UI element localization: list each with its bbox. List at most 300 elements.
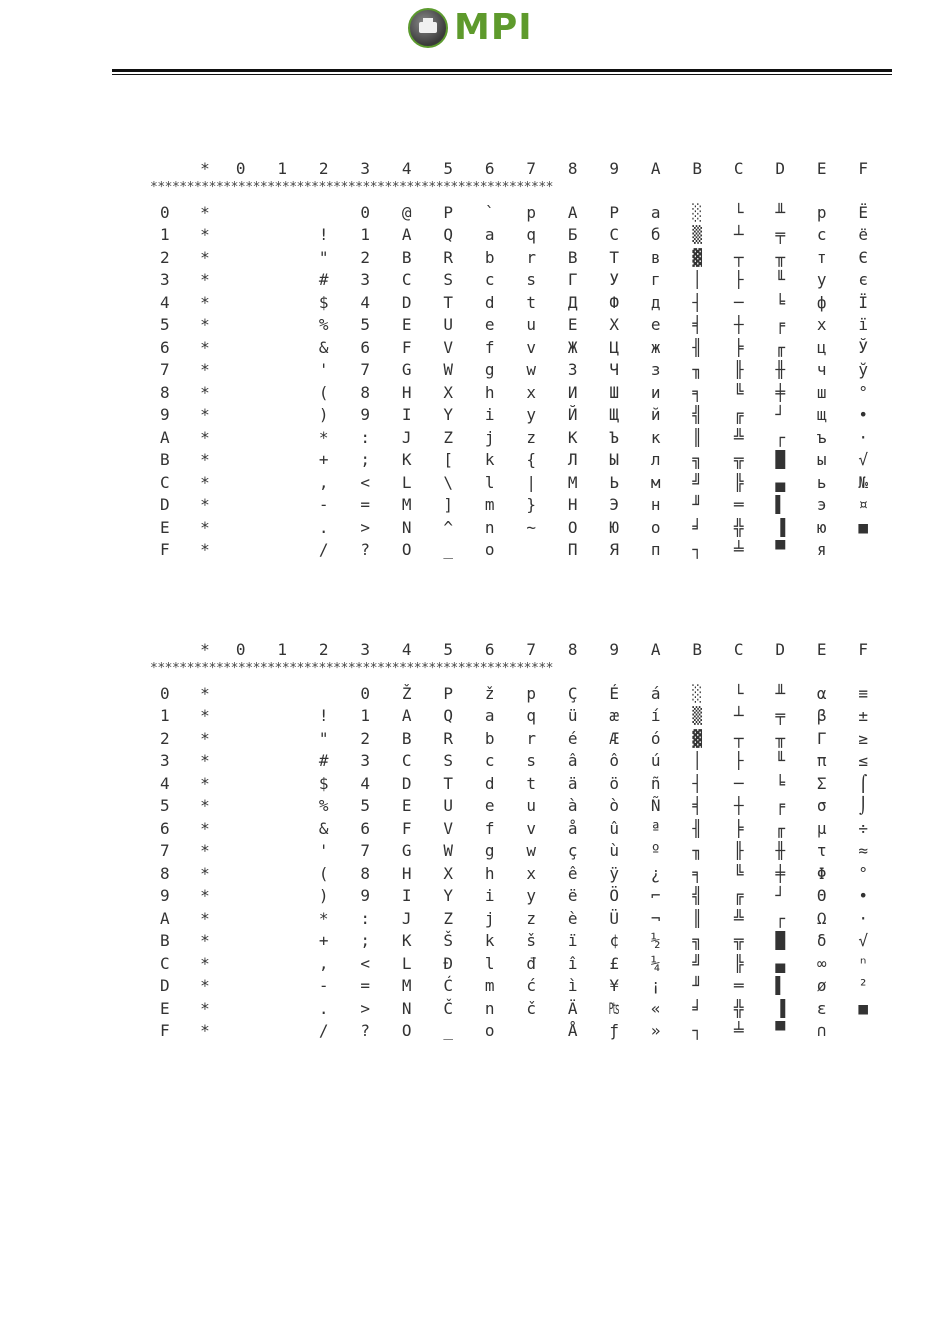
table-cell: g: [484, 360, 495, 380]
table-cell: ╞: [733, 337, 744, 357]
table-cell: ╘: [775, 773, 786, 793]
table-cell: ╢: [692, 337, 703, 357]
table-cell: V: [443, 337, 454, 357]
table-cell: ₧: [609, 998, 620, 1018]
table-separator: *******************************************************: [150, 662, 553, 676]
table-row: [150, 449, 875, 472]
table-cell: ì: [567, 976, 578, 996]
table-cell: w: [526, 841, 537, 861]
table-cell: *: [200, 998, 210, 1018]
table-cell: W: [443, 841, 454, 861]
table-cell: a: [484, 706, 495, 726]
row-label: B: [160, 931, 170, 951]
table-cell: *: [200, 427, 210, 447]
column-header: B: [692, 639, 703, 659]
table-cell: -: [318, 495, 329, 515]
table-cell: !: [318, 225, 329, 245]
table-cell: ª: [650, 818, 661, 838]
table-cell: `: [484, 202, 495, 222]
table-cell: э: [816, 495, 827, 515]
table-cell: 4: [360, 292, 371, 312]
table-cell: *: [200, 841, 210, 861]
table-cell: ╟: [733, 360, 744, 380]
row-label: 5: [160, 796, 170, 816]
table-cell: *: [200, 225, 210, 245]
table-cell: ш: [816, 382, 827, 402]
table-cell: ²: [858, 976, 869, 996]
table-cell: ю: [816, 517, 827, 537]
table-cell: û: [609, 818, 620, 838]
column-header: 8: [567, 639, 578, 659]
table-cell: █: [775, 450, 786, 470]
table-cell: |: [526, 472, 537, 492]
table-cell: 2: [360, 728, 371, 748]
table-row: [150, 727, 875, 750]
table-cell: @: [401, 202, 412, 222]
table-row: [150, 930, 875, 953]
table-cell: ═: [733, 976, 744, 996]
table-cell: │: [692, 270, 703, 290]
table-cell: ь: [816, 472, 827, 492]
table-cell: м: [650, 472, 661, 492]
table-cell: *: [200, 360, 210, 380]
table-cell: ┼: [733, 796, 744, 816]
table-cell: ⁿ: [858, 953, 869, 973]
table-cell: Д: [567, 292, 578, 312]
table-cell: %: [318, 315, 329, 335]
table-cell: н: [650, 495, 661, 515]
table-cell: *: [200, 931, 210, 951]
table-cell: &: [318, 337, 329, 357]
table-cell: Л: [567, 450, 578, 470]
column-header: 1: [277, 158, 288, 178]
table-cell: ▄: [775, 472, 786, 492]
row-label: 7: [160, 841, 170, 861]
row-label: E: [160, 517, 170, 537]
table-row: [150, 907, 875, 930]
table-cell: 2: [360, 247, 371, 267]
table-cell: ╖: [692, 360, 703, 380]
column-header: C: [733, 158, 744, 178]
table-cell: в: [650, 247, 661, 267]
table-cell: A: [401, 706, 412, 726]
table-cell: ■: [858, 998, 869, 1018]
column-header: 6: [484, 158, 495, 178]
table-cell: ): [318, 405, 329, 425]
column-header: E: [816, 639, 827, 659]
table-cell: Ф: [609, 292, 620, 312]
table-cell: 0: [360, 683, 371, 703]
column-header: 1: [277, 639, 288, 659]
table-row: [150, 381, 875, 404]
table-row: [150, 1020, 875, 1043]
table-cell: ├: [733, 270, 744, 290]
table-cell: Q: [443, 706, 454, 726]
table-cell: ≤: [858, 751, 869, 771]
table-cell: Z: [443, 427, 454, 447]
table-cell: ╞: [733, 818, 744, 838]
table-cell: ≈: [858, 841, 869, 861]
table-cell: [: [443, 450, 454, 470]
table-cell: *: [200, 751, 210, 771]
table-cell: #: [318, 270, 329, 290]
table-cell: °: [858, 863, 869, 883]
table-cell: ┴: [733, 225, 744, 245]
table-cell: S: [443, 270, 454, 290]
table-cell: º: [650, 841, 661, 861]
table-cell: *: [200, 773, 210, 793]
table-cell: ç: [567, 841, 578, 861]
table-cell: x: [526, 382, 537, 402]
table-cell: ü: [567, 706, 578, 726]
table-cell: З: [567, 360, 578, 380]
table-cell: ╘: [775, 292, 786, 312]
table-cell: e: [484, 315, 495, 335]
table-cell: á: [650, 683, 661, 703]
table-cell: K: [401, 931, 412, 951]
table-cell: Š: [443, 931, 454, 951]
table-cell: V: [443, 818, 454, 838]
table-cell: z: [526, 427, 537, 447]
table-cell: T: [443, 773, 454, 793]
table-row: [150, 539, 875, 562]
table-cell: ·: [858, 427, 869, 447]
table-cell: ▌: [775, 976, 786, 996]
table-cell: ┬: [733, 247, 744, 267]
table-cell: б: [650, 225, 661, 245]
table-cell: *: [200, 1021, 210, 1041]
column-header: A: [650, 158, 661, 178]
table-cell: 4: [360, 773, 371, 793]
table-separator: *******************************************************: [150, 181, 553, 195]
table-cell: Щ: [609, 405, 620, 425]
table-cell: ▒: [692, 706, 703, 726]
table-cell: *: [318, 908, 329, 928]
table-cell: <: [360, 953, 371, 973]
row-label: A: [160, 908, 170, 928]
table-cell: K: [401, 450, 412, 470]
table-cell: 9: [360, 886, 371, 906]
table-row: [150, 705, 875, 728]
table-cell: ñ: [650, 773, 661, 793]
table-cell: ,: [318, 953, 329, 973]
table-cell: ╥: [775, 728, 786, 748]
table-cell: ): [318, 886, 329, 906]
column-header: 3: [360, 639, 371, 659]
table-cell: v: [526, 337, 537, 357]
table-cell: Й: [567, 405, 578, 425]
table-cell: ╔: [733, 405, 744, 425]
table-row: [150, 817, 875, 840]
table-row: [150, 426, 875, 449]
table-cell: d: [484, 773, 495, 793]
table-cell: ▓: [692, 247, 703, 267]
table-cell: 9: [360, 405, 371, 425]
table-cell: ╓: [775, 818, 786, 838]
table-cell: é: [567, 728, 578, 748]
table-cell: <: [360, 472, 371, 492]
column-header: 3: [360, 158, 371, 178]
table-row: [150, 750, 875, 773]
table-row: [150, 682, 875, 705]
table-row: [150, 224, 875, 247]
table-cell: Ω: [816, 908, 827, 928]
table-cell: F: [401, 818, 412, 838]
table-cell: Н: [567, 495, 578, 515]
table-cell: /: [318, 1021, 329, 1041]
table-cell: Ё: [858, 202, 869, 222]
row-label: 2: [160, 247, 170, 267]
column-header: D: [775, 639, 786, 659]
table-cell: ≡: [858, 683, 869, 703]
table-cell: =: [360, 976, 371, 996]
header-rule-thin: [112, 74, 892, 75]
table-cell: ы: [816, 450, 827, 470]
table-cell: *: [200, 683, 210, 703]
table-cell: }: [526, 495, 537, 515]
table-cell: P: [443, 202, 454, 222]
table-cell: ò: [609, 796, 620, 816]
table-cell: m: [484, 495, 495, 515]
table-cell: 8: [360, 382, 371, 402]
table-cell: Ч: [609, 360, 620, 380]
table-cell: i: [484, 405, 495, 425]
table-cell: └: [733, 683, 744, 703]
column-header: 0: [235, 639, 246, 659]
table-row: [150, 885, 875, 908]
table-cell: ▓: [692, 728, 703, 748]
table-cell: ^: [443, 517, 454, 537]
table-cell: ¡: [650, 976, 661, 996]
table-cell: å: [567, 818, 578, 838]
table-cell: *: [200, 472, 210, 492]
column-header: 8: [567, 158, 578, 178]
table-cell: ±: [858, 706, 869, 726]
table-cell: G: [401, 360, 412, 380]
table-cell: ┴: [733, 706, 744, 726]
table-cell: o: [484, 540, 495, 560]
table-cell: í: [650, 706, 661, 726]
logo-text: MPI: [454, 7, 533, 48]
table-cell: щ: [816, 405, 827, 425]
table-cell: ▌: [775, 495, 786, 515]
row-label: 1: [160, 225, 170, 245]
row-label: 1: [160, 706, 170, 726]
table-cell: _: [443, 540, 454, 560]
table-row: [150, 795, 875, 818]
table-row: [150, 269, 875, 292]
table-cell: п: [650, 540, 661, 560]
table-cell: β: [816, 706, 827, 726]
table-cell: д: [650, 292, 661, 312]
table-cell: l: [484, 953, 495, 973]
table-cell: ¢: [609, 931, 620, 951]
table-cell: ┬: [733, 728, 744, 748]
table-cell: Х: [609, 315, 620, 335]
table-cell: П: [567, 540, 578, 560]
table-cell: t: [526, 773, 537, 793]
table-cell: _: [443, 1021, 454, 1041]
row-label: E: [160, 998, 170, 1018]
table-cell: ╓: [775, 337, 786, 357]
table-cell: ╬: [733, 998, 744, 1018]
table-cell: h: [484, 863, 495, 883]
table-cell: и: [650, 382, 661, 402]
table-cell: *: [200, 247, 210, 267]
table-cell: г: [650, 270, 661, 290]
table-cell: d: [484, 292, 495, 312]
table-cell: ─: [733, 292, 744, 312]
table-cell: ╜: [692, 976, 703, 996]
row-label: 3: [160, 751, 170, 771]
table-cell: ⌠: [858, 773, 869, 793]
table-cell: Ç: [567, 683, 578, 703]
table-cell: √: [858, 450, 869, 470]
table-cell: D: [401, 773, 412, 793]
table-cell: S: [443, 751, 454, 771]
row-label: 7: [160, 360, 170, 380]
table-cell: ╢: [692, 818, 703, 838]
table-cell: δ: [816, 931, 827, 951]
table-row: [150, 201, 875, 224]
row-label: 9: [160, 886, 170, 906]
table-cell: *: [200, 495, 210, 515]
table-cell: ': [318, 841, 329, 861]
table-cell: ƒ: [609, 1021, 620, 1041]
table-cell: ⌡: [858, 796, 869, 816]
table-cell: 6: [360, 337, 371, 357]
table-cell: f: [484, 818, 495, 838]
table-cell: ]: [443, 495, 454, 515]
column-header: *: [200, 158, 210, 178]
table-cell: *: [200, 517, 210, 537]
table-cell: τ: [816, 841, 827, 861]
table-cell: Ъ: [609, 427, 620, 447]
column-header: C: [733, 639, 744, 659]
table-cell: (: [318, 382, 329, 402]
table-cell: ú: [650, 751, 661, 771]
table-cell: ╡: [692, 796, 703, 816]
table-cell: C: [401, 270, 412, 290]
row-label: D: [160, 976, 170, 996]
row-label: 4: [160, 292, 170, 312]
table-cell: 5: [360, 315, 371, 335]
table-row: [150, 862, 875, 885]
table-cell: ': [318, 360, 329, 380]
table-cell: ⌐: [650, 886, 661, 906]
table-cell: Y: [443, 886, 454, 906]
table-cell: 3: [360, 751, 371, 771]
table-cell: ═: [733, 495, 744, 515]
column-header: 7: [526, 639, 537, 659]
table-cell: ┌: [775, 908, 786, 928]
table-row: [150, 291, 875, 314]
table-cell: с: [816, 225, 827, 245]
table-cell: █: [775, 931, 786, 951]
table-cell: +: [318, 931, 329, 951]
table-cell: b: [484, 247, 495, 267]
table-cell: ╕: [692, 382, 703, 402]
table-cell: ╝: [692, 472, 703, 492]
column-header: 9: [609, 158, 620, 178]
table-cell: i: [484, 886, 495, 906]
table-cell: Θ: [816, 886, 827, 906]
table-cell: µ: [816, 818, 827, 838]
table-cell: Ї: [858, 292, 869, 312]
table-cell: ?: [360, 540, 371, 560]
table-cell: π: [816, 751, 827, 771]
table-cell: #: [318, 751, 329, 771]
column-header: 0: [235, 158, 246, 178]
table-cell: :: [360, 908, 371, 928]
table-cell: ╧: [733, 1021, 744, 1041]
table-header-row: [150, 636, 875, 662]
table-cell: -: [318, 976, 329, 996]
table-cell: £: [609, 953, 620, 973]
table-cell: Č: [443, 998, 454, 1018]
table-cell: 6: [360, 818, 371, 838]
table-cell: »: [650, 1021, 661, 1041]
table-cell: I: [401, 886, 412, 906]
table-cell: ¼: [650, 953, 661, 973]
table-cell: ╪: [775, 863, 786, 883]
mpi-logo: [408, 6, 548, 50]
table-cell: r: [526, 728, 537, 748]
table-cell: O: [401, 1021, 412, 1041]
column-header: 5: [443, 158, 454, 178]
table-cell: ë: [567, 886, 578, 906]
table-cell: ╛: [692, 517, 703, 537]
table-cell: ": [318, 247, 329, 267]
table-cell: *: [200, 292, 210, 312]
table-cell: ≥: [858, 728, 869, 748]
table-cell: ▐: [775, 517, 786, 537]
table-cell: •: [858, 405, 869, 425]
table-cell: ж: [650, 337, 661, 357]
table-cell: î: [567, 953, 578, 973]
table-cell: 0: [360, 202, 371, 222]
table-cell: Æ: [609, 728, 620, 748]
table-cell: ╙: [775, 751, 786, 771]
table-cell: ï: [567, 931, 578, 951]
table-cell: *: [200, 728, 210, 748]
table-cell: $: [318, 292, 329, 312]
table-cell: Ы: [609, 450, 620, 470]
table-cell: ╛: [692, 998, 703, 1018]
table-cell: q: [526, 706, 537, 726]
table-cell: c: [484, 751, 495, 771]
table-cell: ї: [858, 315, 869, 335]
row-label: 8: [160, 382, 170, 402]
table-cell: Є: [858, 247, 869, 267]
printer-icon: [408, 8, 448, 48]
table-cell: B: [401, 728, 412, 748]
table-cell: à: [567, 796, 578, 816]
row-label: 9: [160, 405, 170, 425]
character-table-2: [150, 636, 875, 1042]
table-row: [150, 975, 875, 998]
table-cell: ё: [858, 225, 869, 245]
table-cell: ╩: [733, 908, 744, 928]
table-cell: W: [443, 360, 454, 380]
table-cell: J: [401, 908, 412, 928]
table-cell: j: [484, 427, 495, 447]
table-cell: u: [526, 796, 537, 816]
table-cell: ╠: [733, 953, 744, 973]
table-cell: ;: [360, 931, 371, 951]
table-cell: Е: [567, 315, 578, 335]
table-cell: L: [401, 953, 412, 973]
